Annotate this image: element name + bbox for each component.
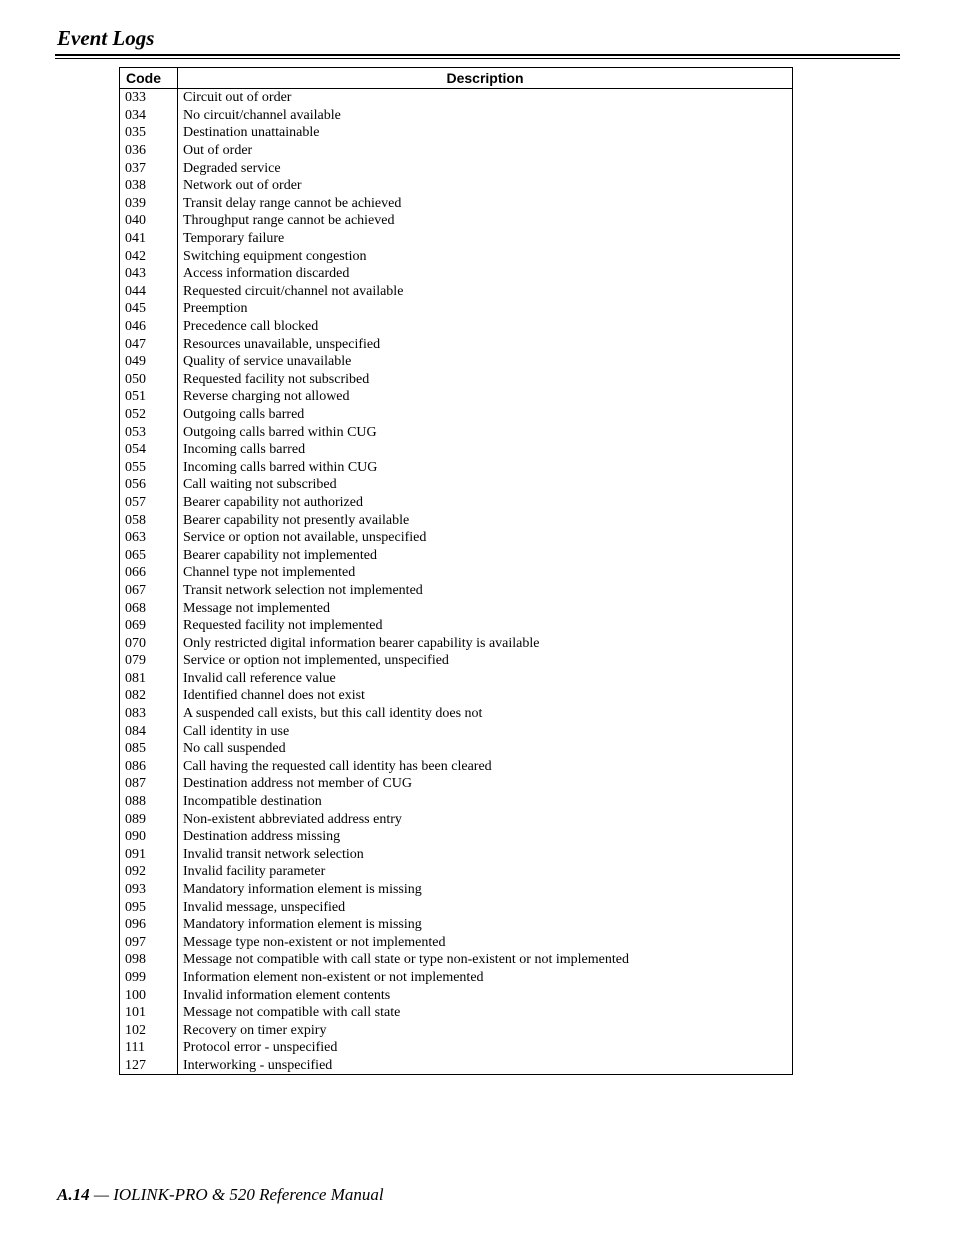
table-row — [120, 107, 793, 125]
code-cell: 084 — [120, 722, 178, 740]
code-cell: 070 — [120, 634, 178, 652]
table-row — [120, 617, 793, 635]
table-row — [120, 793, 793, 811]
code-cell: 065 — [120, 546, 178, 564]
description-cell: No call suspended — [183, 741, 286, 757]
description-cell: Bearer capability not implemented — [183, 547, 377, 563]
description-cell: Transit delay range cannot be achieved — [183, 195, 402, 211]
manual-title: IOLINK-PRO & 520 Reference Manual — [113, 1185, 384, 1204]
description-cell: Call identity in use — [183, 723, 290, 739]
description-cell: Preemption — [183, 301, 248, 317]
table-row — [120, 722, 793, 740]
code-cell: 050 — [120, 371, 178, 389]
table-row — [120, 705, 793, 723]
description-cell: Invalid facility parameter — [183, 864, 326, 880]
table-row — [120, 898, 793, 916]
table-row — [120, 353, 793, 371]
description-cell: Invalid message, unspecified — [183, 899, 346, 915]
description-cell: Network out of order — [183, 178, 302, 194]
code-cell: 043 — [120, 265, 178, 283]
code-cell: 049 — [120, 353, 178, 371]
code-cell: 111 — [120, 1039, 178, 1057]
code-cell: 042 — [120, 247, 178, 265]
table-row — [120, 247, 793, 265]
code-cell: 041 — [120, 230, 178, 248]
code-cell: 093 — [120, 881, 178, 899]
code-cell: 058 — [120, 511, 178, 529]
code-cell: 037 — [120, 159, 178, 177]
table-row — [120, 494, 793, 512]
table-row — [120, 300, 793, 318]
table-row — [120, 986, 793, 1004]
table-row — [120, 177, 793, 195]
page-footer — [57, 1185, 384, 1205]
event-code-table — [119, 67, 793, 1075]
code-cell: 098 — [120, 951, 178, 969]
description-cell: Only restricted digital information bearer capability is available — [183, 635, 540, 651]
table-row — [120, 687, 793, 705]
description-cell: Switching equipment congestion — [183, 248, 367, 264]
description-cell: Circuit out of order — [183, 90, 292, 106]
description-cell: Destination unattainable — [183, 125, 320, 141]
table-row — [120, 283, 793, 301]
description-cell: Service or option not available, unspecified — [183, 530, 427, 546]
code-cell: 085 — [120, 740, 178, 758]
code-cell: 092 — [120, 863, 178, 881]
code-cell: 055 — [120, 458, 178, 476]
table-row — [120, 1004, 793, 1022]
table-row — [120, 846, 793, 864]
description-cell: Channel type not implemented — [183, 565, 356, 581]
description-cell: A suspended call exists, but this call identity does not — [183, 706, 483, 722]
table-row — [120, 388, 793, 406]
description-cell: Protocol error - unspecified — [183, 1040, 338, 1056]
code-cell: 045 — [120, 300, 178, 318]
description-cell: Message not compatible with call state or type non-existent or not implemented — [183, 952, 629, 968]
column-header-description: Description — [178, 68, 793, 89]
description-cell: Incoming calls barred within CUG — [183, 459, 378, 475]
code-cell: 046 — [120, 318, 178, 336]
table-row — [120, 828, 793, 846]
table-header-row — [120, 68, 793, 89]
table-row — [120, 916, 793, 934]
table-row — [120, 546, 793, 564]
code-cell: 082 — [120, 687, 178, 705]
code-cell: 038 — [120, 177, 178, 195]
code-cell: 051 — [120, 388, 178, 406]
code-cell: 066 — [120, 564, 178, 582]
table-row — [120, 634, 793, 652]
table-row — [120, 775, 793, 793]
table-row — [120, 423, 793, 441]
code-cell: 088 — [120, 793, 178, 811]
code-cell: 039 — [120, 195, 178, 213]
table-row — [120, 652, 793, 670]
page-title: Event Logs — [57, 26, 155, 50]
description-cell: Reverse charging not allowed — [183, 389, 350, 405]
table-row — [120, 969, 793, 987]
table-row — [120, 335, 793, 353]
description-cell: Quality of service unavailable — [183, 354, 352, 370]
description-cell: Call waiting not subscribed — [183, 477, 337, 493]
table-row — [120, 863, 793, 881]
table-row — [120, 582, 793, 600]
table-row — [120, 934, 793, 952]
header-rule-thin — [55, 58, 900, 59]
table-row — [120, 230, 793, 248]
description-cell: Requested circuit/channel not available — [183, 283, 404, 299]
table-row — [120, 441, 793, 459]
description-cell: Precedence call blocked — [183, 319, 319, 335]
description-cell: Message not implemented — [183, 600, 330, 616]
code-cell: 086 — [120, 758, 178, 776]
description-cell: Information element non-existent or not implemented — [183, 969, 484, 985]
code-cell: 091 — [120, 846, 178, 864]
code-cell: 063 — [120, 529, 178, 547]
table-row — [120, 476, 793, 494]
description-cell: Destination address missing — [183, 829, 341, 845]
table-row — [120, 458, 793, 476]
code-cell: 097 — [120, 934, 178, 952]
code-cell: 102 — [120, 1021, 178, 1039]
table-row — [120, 1039, 793, 1057]
description-cell: Invalid information element contents — [183, 987, 391, 1003]
table-row — [120, 881, 793, 899]
table-row — [120, 159, 793, 177]
code-cell: 036 — [120, 142, 178, 160]
table-body — [120, 89, 793, 1075]
description-cell: Access information discarded — [183, 266, 350, 282]
description-cell: Incoming calls barred — [183, 442, 306, 458]
table-row — [120, 758, 793, 776]
description-cell: Call having the requested call identity has been cleared — [183, 758, 492, 774]
description-cell: Incompatible destination — [183, 794, 322, 810]
code-cell: 053 — [120, 423, 178, 441]
description-cell: Service or option not implemented, unspecified — [183, 653, 449, 669]
description-cell: Message not compatible with call state — [183, 1005, 401, 1021]
code-cell: 081 — [120, 670, 178, 688]
description-cell: Invalid call reference value — [183, 670, 336, 686]
code-cell: 052 — [120, 406, 178, 424]
code-cell: 079 — [120, 652, 178, 670]
table-row — [120, 564, 793, 582]
code-cell: 040 — [120, 212, 178, 230]
table-row — [120, 318, 793, 336]
code-cell: 101 — [120, 1004, 178, 1022]
description-cell: Transit network selection not implemented — [183, 582, 423, 598]
description-cell: Bearer capability not authorized — [183, 494, 363, 510]
table-row — [120, 670, 793, 688]
code-cell: 068 — [120, 599, 178, 617]
description-cell: Mandatory information element is missing — [183, 917, 422, 933]
description-cell: Identified channel does not exist — [183, 688, 365, 704]
table-row — [120, 1021, 793, 1039]
description-cell: Invalid transit network selection — [183, 846, 364, 862]
code-cell: 083 — [120, 705, 178, 723]
table-row — [120, 142, 793, 160]
table-row — [120, 89, 793, 107]
table-row — [120, 124, 793, 142]
code-cell: 127 — [120, 1057, 178, 1075]
table-row — [120, 740, 793, 758]
code-cell: 047 — [120, 335, 178, 353]
description-cell: Out of order — [183, 143, 253, 159]
table-row — [120, 371, 793, 389]
description-cell: Outgoing calls barred within CUG — [183, 424, 377, 440]
code-cell: 089 — [120, 810, 178, 828]
table-row — [120, 195, 793, 213]
column-header-code: Code — [120, 68, 178, 89]
code-cell: 033 — [120, 89, 178, 107]
footer-separator: — — [89, 1185, 114, 1204]
description-cell: Resources unavailable, unspecified — [183, 336, 381, 352]
table-row — [120, 406, 793, 424]
description-cell: Bearer capability not presently available — [183, 512, 410, 528]
code-cell: 057 — [120, 494, 178, 512]
description-cell: Non-existent abbreviated address entry — [183, 811, 402, 827]
table-row — [120, 1057, 793, 1075]
description-cell: Mandatory information element is missing — [183, 882, 422, 898]
code-cell: 034 — [120, 107, 178, 125]
description-cell: Message type non-existent or not implemented — [183, 934, 446, 950]
description-cell: Requested facility not implemented — [183, 618, 383, 634]
table-row — [120, 529, 793, 547]
description-cell: Requested facility not subscribed — [183, 371, 370, 387]
code-cell: 067 — [120, 582, 178, 600]
description-cell: Throughput range cannot be achieved — [183, 213, 395, 229]
description-cell: Temporary failure — [183, 231, 285, 247]
table-row — [120, 265, 793, 283]
code-cell: 100 — [120, 986, 178, 1004]
code-cell: 054 — [120, 441, 178, 459]
code-cell: 090 — [120, 828, 178, 846]
table-row — [120, 951, 793, 969]
description-cell: Degraded service — [183, 160, 281, 176]
table-row — [120, 511, 793, 529]
code-cell: 096 — [120, 916, 178, 934]
table-row — [120, 599, 793, 617]
description-cell: Outgoing calls barred — [183, 406, 305, 422]
description-cell: Destination address not member of CUG — [183, 776, 413, 792]
table-row — [120, 810, 793, 828]
code-cell: 035 — [120, 124, 178, 142]
code-cell: 087 — [120, 775, 178, 793]
description-cell: Recovery on timer expiry — [183, 1022, 327, 1038]
header-rule-thick — [55, 54, 900, 56]
code-cell: 044 — [120, 283, 178, 301]
description-cell: No circuit/channel available — [183, 107, 341, 123]
description-cell: Interworking - unspecified — [183, 1057, 333, 1073]
table-row — [120, 212, 793, 230]
code-cell: 069 — [120, 617, 178, 635]
code-cell: 056 — [120, 476, 178, 494]
page-number: A.14 — [57, 1185, 90, 1204]
code-cell: 095 — [120, 898, 178, 916]
code-cell: 099 — [120, 969, 178, 987]
